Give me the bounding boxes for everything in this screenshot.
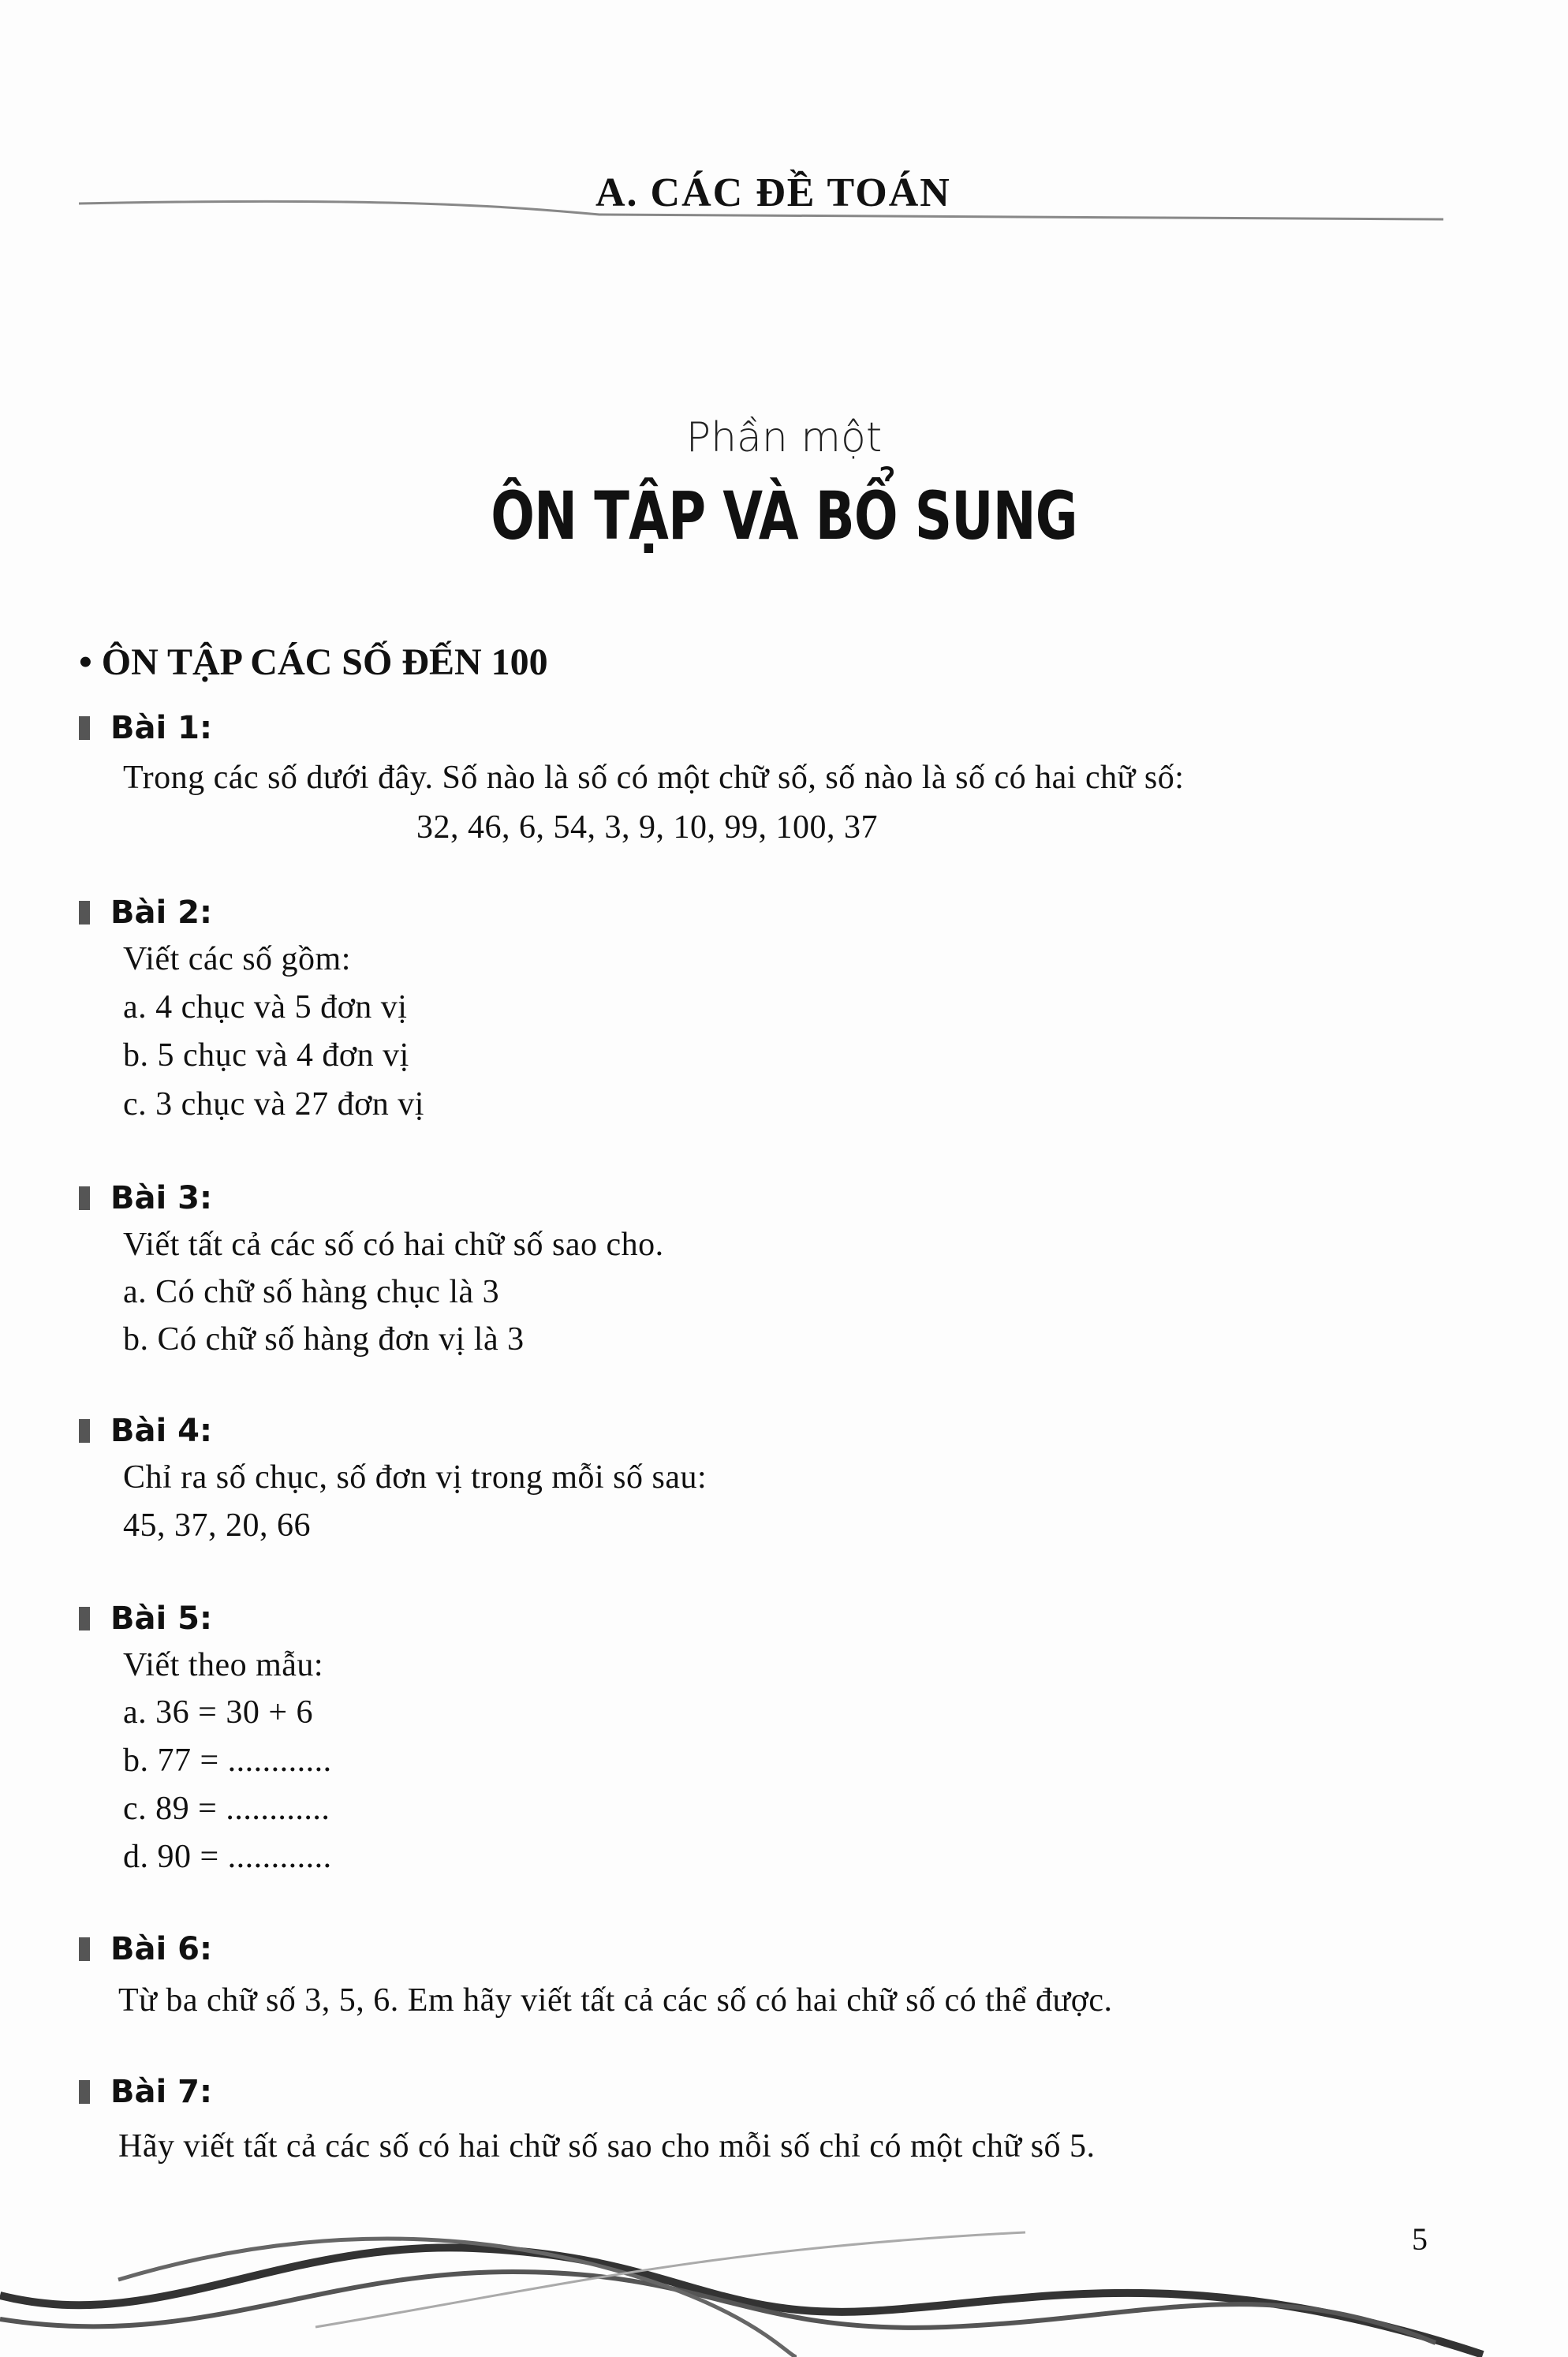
exercise-line: Viết các số gồm: <box>123 941 351 977</box>
square-bullet-icon <box>79 1419 90 1443</box>
exercise-3-label <box>79 1180 212 1216</box>
exercise-line: b. 5 chục và 4 đơn vị <box>123 1037 409 1074</box>
exercise-6-label <box>79 1931 212 1967</box>
square-bullet-icon <box>79 1607 90 1630</box>
exercise-line: Từ ba chữ số 3, 5, 6. Em hãy viết tất cả các số có hai chữ số có thể được. <box>118 1982 1113 2019</box>
exercise-label: Bài 4: <box>110 1413 212 1449</box>
exercise-line: a. 4 chục và 5 đơn vị <box>123 989 408 1025</box>
square-bullet-icon <box>79 1186 90 1210</box>
exercise-line: 32, 46, 6, 54, 3, 9, 10, 99, 100, 37 <box>416 809 878 846</box>
square-bullet-icon <box>79 1937 90 1961</box>
exercise-2-label <box>79 895 212 931</box>
exercise-line: a. Có chữ số hàng chục là 3 <box>123 1274 500 1310</box>
exercise-line: b. Có chữ số hàng đơn vị là 3 <box>123 1321 525 1358</box>
square-bullet-icon <box>79 2080 90 2104</box>
exercise-line: Viết theo mẫu: <box>123 1647 324 1683</box>
exercise-line: Chỉ ra số chục, số đơn vị trong mỗi số sau: <box>123 1459 707 1496</box>
exercise-line: Hãy viết tất cả các số có hai chữ số sao cho mỗi số chỉ có một chữ số 5. <box>118 2128 1096 2165</box>
page-number: 5 <box>1412 2221 1428 2257</box>
exercise-line: c. 89 = ............ <box>123 1791 330 1827</box>
part-title: ÔN TẬP VÀ BỔ SUNG <box>491 477 1077 555</box>
square-bullet-icon <box>79 716 90 740</box>
exercise-label: Bài 2: <box>110 895 212 931</box>
part-label: Phần một <box>685 414 883 461</box>
exercise-line: a. 36 = 30 + 6 <box>123 1694 314 1731</box>
exercise-line: Trong các số dưới đây. Số nào là số có một chữ số, số nào là số có hai chữ số: <box>123 760 1185 796</box>
exercise-7-label <box>79 2074 212 2110</box>
exercise-label: Bài 3: <box>110 1180 212 1216</box>
exercise-line: 45, 37, 20, 66 <box>123 1507 311 1544</box>
exercise-label: Bài 6: <box>110 1931 212 1967</box>
exercise-1-label <box>79 710 212 746</box>
exercise-label: Bài 5: <box>110 1601 212 1637</box>
exercise-line: d. 90 = ............ <box>123 1839 332 1875</box>
exercise-line: b. 77 = ............ <box>123 1743 332 1779</box>
exercise-label: Bài 7: <box>110 2074 212 2110</box>
exercise-4-label <box>79 1413 212 1449</box>
exercise-line: Viết tất cả các số có hai chữ số sao cho. <box>123 1227 664 1263</box>
exercise-5-label <box>79 1601 212 1637</box>
exercise-line: c. 3 chục và 27 đơn vị <box>123 1086 424 1122</box>
topic-heading: • ÔN TẬP CÁC SỐ ĐẾN 100 <box>79 641 548 683</box>
square-bullet-icon <box>79 901 90 924</box>
exercise-label: Bài 1: <box>110 710 212 746</box>
section-header: A. CÁC ĐỀ TOÁN <box>595 170 951 215</box>
